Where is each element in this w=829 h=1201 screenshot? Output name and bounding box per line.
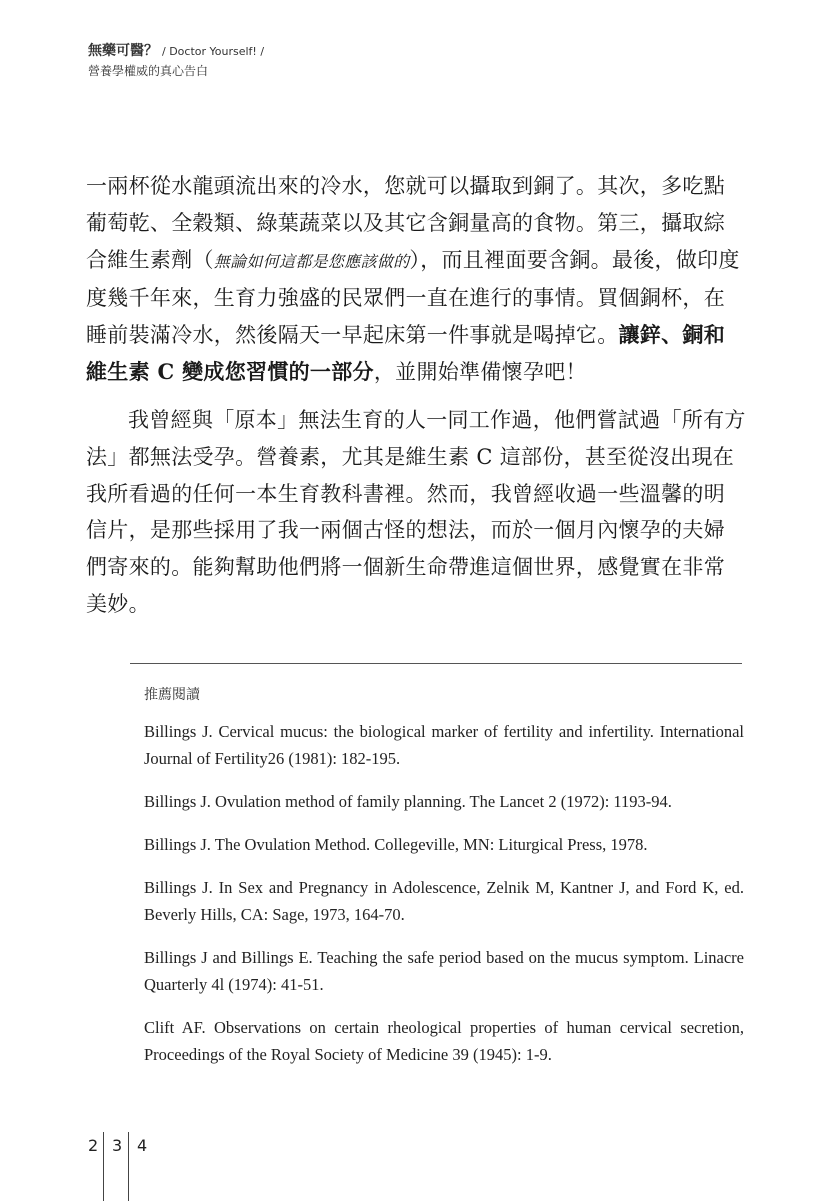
section-divider: [130, 663, 742, 664]
book-title: 無藥可醫？: [88, 43, 158, 59]
reference-item: Billings J. Ovulation method of family planning. The Lancet 2 (1972): 1193-94.: [144, 792, 672, 811]
body-paragraph-2: [86, 402, 746, 623]
header-title-line: [88, 42, 264, 61]
folio-prev-number: 2: [88, 1136, 99, 1155]
para1-parenthetical: 無論如何這都是您應該做的: [213, 251, 410, 271]
reference-item: Billings J. Cervical mucus: the biological marker of fertility and infertility. International Journal of Fertility26 (1981): 182-195.: [144, 722, 744, 768]
folio-next-number: 4: [137, 1136, 148, 1155]
book-subtitle: 營養學權威的真心告白: [88, 64, 209, 78]
para1-text-c: ，並開始準備懷孕吧！: [373, 359, 587, 384]
para2-text: 我曾經與「原本」無法生育的人一同工作過，他們嘗試過「所有方法」都無法受孕。營養素，尤其是維生素 C 這部份，甚至從沒出現在我所看過的任何一本生育教科書裡。然而，我曾經收過一些溫馨的明信片，是那些採用了我一兩個古怪的想法，而於一個月內懷孕的夫婦們寄來的。能夠幫助他們將一個新生命帶進這個世界，感覺實在非常美妙。: [86, 408, 746, 616]
references-heading: 推薦閱讀: [144, 687, 200, 703]
reference-item: Billings J and Billings E. Teaching the safe period based on the mucus symptom. Linacre Quarterly 4l (1974): 41-51.: [144, 948, 744, 994]
folio-divider-right: [128, 1132, 129, 1201]
running-header: [88, 42, 264, 79]
reference-item: Clift AF. Observations on certain rheological properties of human cervical secretion, Proceedings of the Royal Society of Medicine 39 (1945): 1-9.: [144, 1018, 744, 1064]
folio-current-number: 3: [112, 1136, 123, 1155]
folio-divider-left: [103, 1132, 104, 1201]
para1-emphasis: 讓鋅、銅和維生素 C 變成您習慣的一部分: [86, 322, 725, 384]
body-paragraph-1: [86, 168, 746, 391]
references-section: [144, 684, 744, 1084]
book-title-english: / Doctor Yourself! /: [162, 45, 265, 58]
reference-item: Billings J. In Sex and Pregnancy in Adolescence, Zelnik M, Kantner J, and Ford K, ed. Beverly Hills, CA: Sage, 1973, 164-70.: [144, 878, 744, 924]
para1-text-b: ），而且裡面要含銅。最後，做印度度幾千年來，生育力強盛的民眾們一直在進行的事情。買個銅杯，在睡前裝滿冷水，然後隔天一早起床第一件事就是喝掉它。: [86, 247, 740, 348]
reference-item: Billings J. The Ovulation Method. Collegeville, MN: Liturgical Press, 1978.: [144, 835, 648, 854]
para1-text-a: 一兩杯從水龍頭流出來的冷水，您就可以攝取到銅了。其次，多吃點葡萄乾、全穀類、綠葉蔬菜以及其它含銅量高的食物。第三，攝取綜合維生素劑（: [86, 174, 725, 272]
